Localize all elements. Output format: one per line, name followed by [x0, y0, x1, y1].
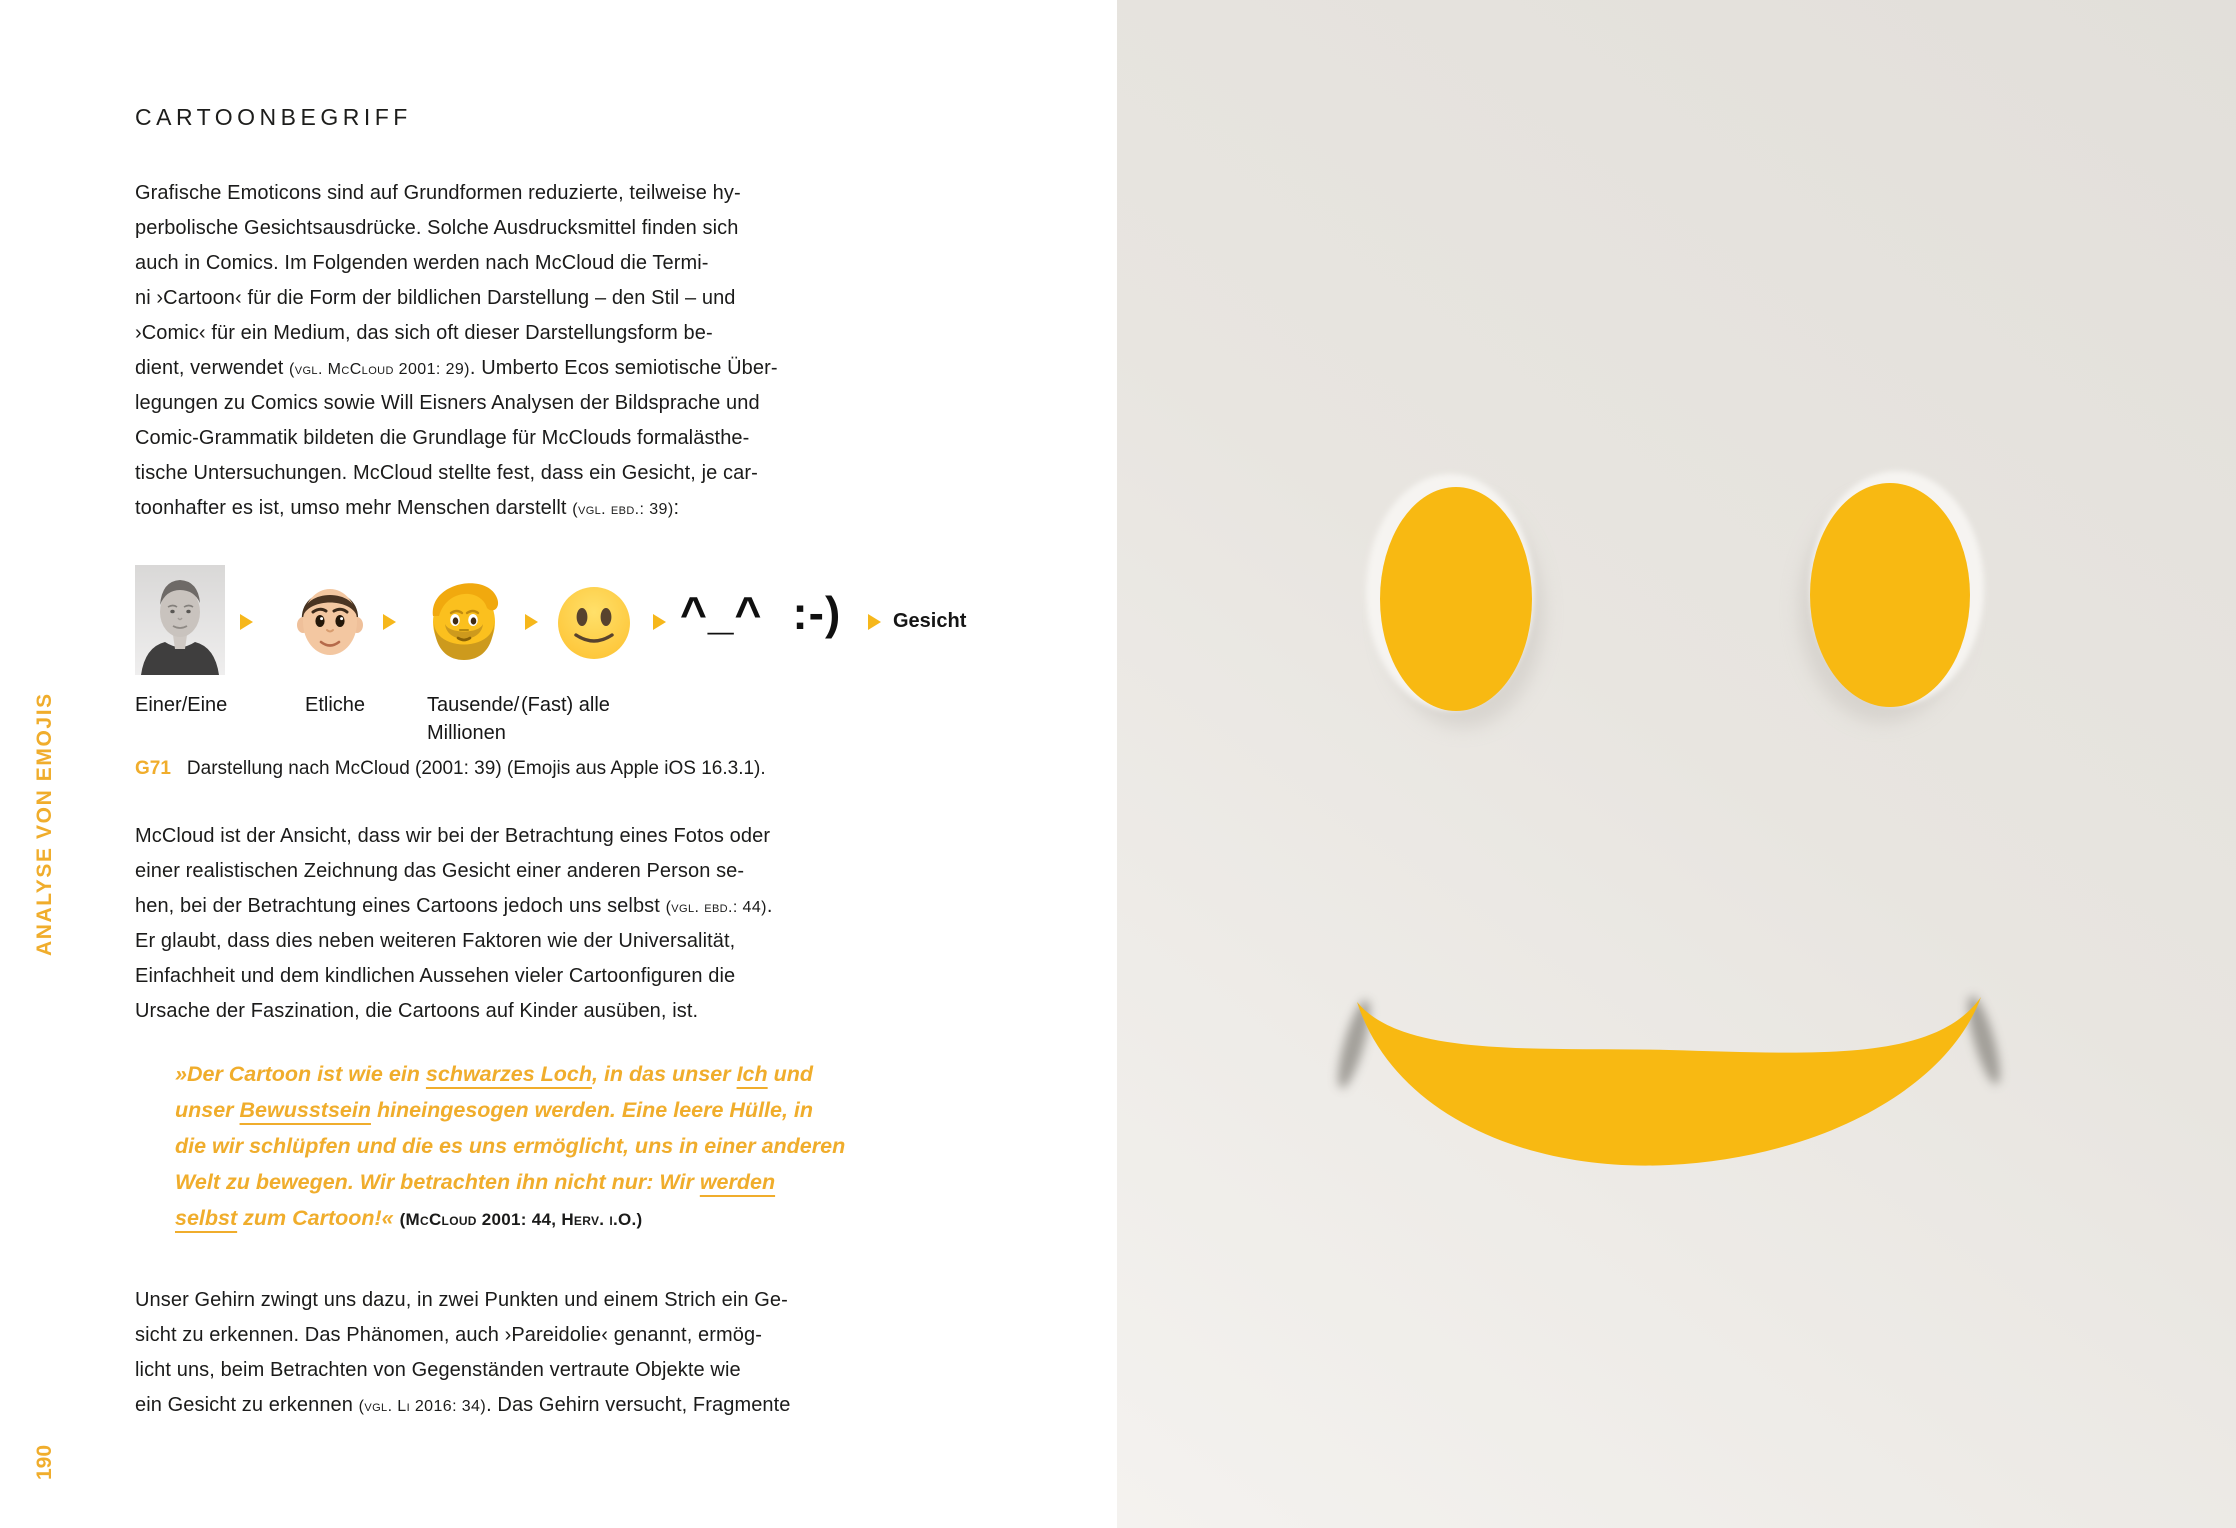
- figure-label-3-line1: Tausende/: [427, 694, 520, 716]
- emoji-smile-art: [555, 584, 633, 662]
- paragraph-3: [135, 1283, 791, 1423]
- emoji-slightly-smiling-face: [555, 584, 633, 667]
- text-line: Welt zu bewegen. Wir betrachten ihn nicht nur: Wir werden: [175, 1170, 776, 1194]
- emoji-beard-art: [421, 568, 507, 668]
- text-line: selbst zum Cartoon!« (McCloud 2001: 44, Herv. i.O.): [175, 1206, 643, 1230]
- arrow-right-icon: [653, 614, 666, 630]
- page-number: 190: [33, 1444, 56, 1480]
- text-line: perbolische Gesichtsausdrücke. Solche Ausdrucksmittel finden sich: [135, 217, 739, 239]
- smiley-right-eye: [1799, 471, 1984, 723]
- wall-smiley-artwork: [1117, 0, 2236, 1528]
- kaomoji-caret-face: ^_^: [680, 587, 763, 639]
- figure-label-2: Etliche: [305, 694, 366, 716]
- right-page-photo: [1117, 0, 2236, 1528]
- section-sidebar-label: ANALYSE VON EMOJIS: [33, 692, 56, 956]
- pull-quote: [175, 1056, 845, 1236]
- smiley-mouth: [1332, 993, 2007, 1166]
- text-line: hen, bei der Betrachtung eines Cartoons jedoch uns selbst (vgl. ebd.: 44).: [135, 895, 773, 917]
- memoji-man: [290, 570, 370, 671]
- emoji-bearded-person: [421, 568, 507, 673]
- text-line: auch in Comics. Im Folgenden werden nach McCloud die Termi-: [135, 252, 709, 274]
- text-line: dient, verwendet (vgl. McCloud 2001: 29). Umberto Ecos semiotische Über-: [135, 357, 778, 379]
- text-line: tische Untersuchungen. McCloud stellte fest, dass ein Gesicht, je car-: [135, 462, 758, 484]
- portrait-photo: [135, 565, 225, 675]
- figure-caption: [135, 758, 766, 780]
- paragraph-2: [135, 819, 773, 1029]
- text-line: legungen zu Comics sowie Will Eisners Analysen der Bildsprache und: [135, 392, 760, 414]
- figure-terminal-label: Gesicht: [893, 610, 967, 632]
- text-line: ni ›Cartoon‹ für die Form der bildlichen Darstellung – den Stil – und: [135, 287, 736, 309]
- figure-caption-text: Darstellung nach McCloud (2001: 39) (Emojis aus Apple iOS 16.3.1).: [186, 758, 766, 779]
- text-line: ein Gesicht zu erkennen (vgl. Li 2016: 34). Das Gehirn versucht, Fragmente: [135, 1394, 791, 1416]
- text-line: ›Comic‹ für ein Medium, das sich oft dieser Darstellungsform be-: [135, 322, 713, 344]
- figure-label-4: (Fast) alle: [521, 694, 610, 716]
- text-line: Er glaubt, dass dies neben weiteren Faktoren wie der Universalität,: [135, 930, 736, 952]
- kaomoji-text: [680, 586, 841, 640]
- figure-label-3: [427, 691, 519, 747]
- arrow-right-icon: [240, 614, 253, 630]
- figure-label-3-line2: Millionen: [427, 722, 506, 744]
- text-line: toonhafter es ist, umso mehr Menschen darstellt (vgl. ebd.: 39):: [135, 497, 680, 519]
- text-line: Ursache der Faszination, die Cartoons auf Kinder ausüben, ist.: [135, 1000, 699, 1022]
- arrow-right-icon: [868, 614, 881, 630]
- text-line: Grafische Emoticons sind auf Grundformen reduzierte, teilweise hy-: [135, 182, 741, 204]
- text-line: licht uns, beim Betrachten von Gegenständen vertraute Objekte wie: [135, 1359, 741, 1381]
- text-line: einer realistischen Zeichnung das Gesicht einer anderen Person se-: [135, 860, 745, 882]
- text-line: McCloud ist der Ansicht, dass wir bei der Betrachtung eines Fotos oder: [135, 825, 771, 847]
- figure-label-1: Einer/Eine: [135, 694, 228, 716]
- text-line: Einfachheit und dem kindlichen Aussehen vieler Cartoonfiguren die: [135, 965, 736, 987]
- arrow-right-icon: [383, 614, 396, 630]
- left-page-text-column: [135, 0, 967, 1528]
- text-line: die wir schlüpfen und die es uns ermöglicht, uns in einer anderen: [175, 1134, 846, 1158]
- figure-caption-number: G71: [135, 758, 171, 779]
- text-line: »Der Cartoon ist wie ein schwarzes Loch, in das unser Ich und: [175, 1062, 814, 1086]
- text-line: Comic-Grammatik bildeten die Grundlage für McClouds formalästhe-: [135, 427, 750, 449]
- arrow-right-icon: [525, 614, 538, 630]
- figure-g71: [135, 560, 1085, 805]
- page-title: CARTOONBEGRIFF: [135, 104, 412, 130]
- paragraph-1: [135, 176, 778, 526]
- text-line: unser Bewusstsein hineingesogen werden. Eine leere Hülle, in: [175, 1098, 814, 1122]
- ascii-smiley: :-): [792, 587, 842, 639]
- text-line: sicht zu erkennen. Das Phänomen, auch ›Pareidolie‹ genannt, ermög-: [135, 1324, 762, 1346]
- smiley-left-eye: [1366, 474, 1544, 728]
- memoji-art: [290, 570, 370, 666]
- text-line: Unser Gehirn zwingt uns dazu, in zwei Punkten und einem Strich ein Ge-: [135, 1289, 788, 1311]
- portrait-photo-art: [135, 565, 225, 675]
